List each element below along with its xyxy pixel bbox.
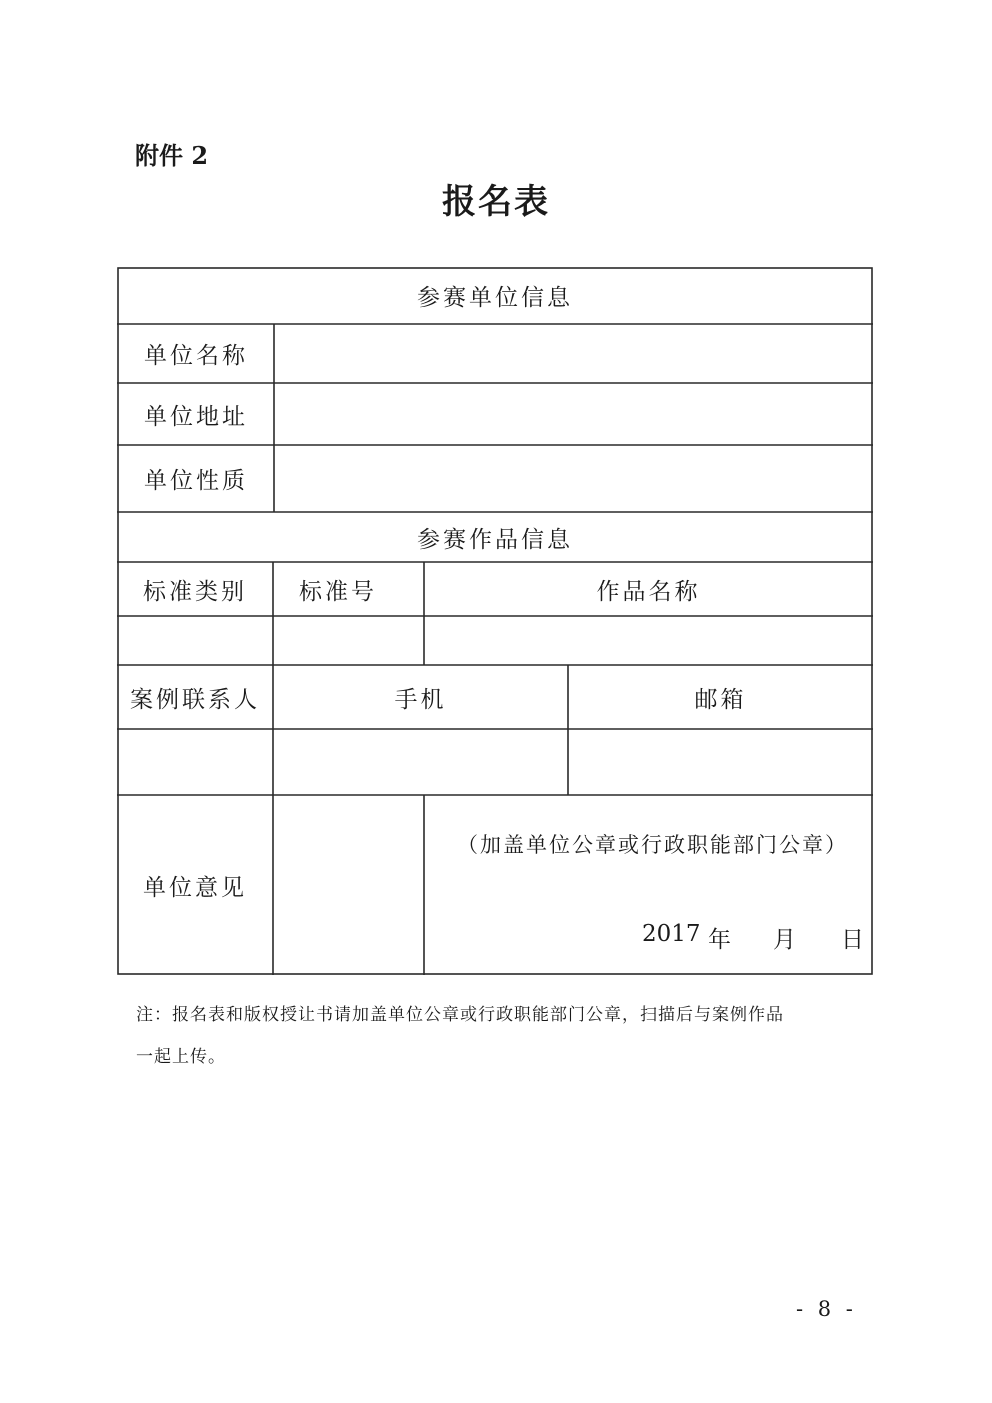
note-line-1: 注：报名表和版权授让书请加盖单位公章或行政职能部门公章，扫描后与案例作品 bbox=[136, 1005, 784, 1025]
form-note bbox=[136, 994, 866, 1078]
date-year-unit: 年 bbox=[708, 927, 731, 953]
unit-address-field[interactable] bbox=[274, 383, 873, 445]
unit-opinion-field[interactable] bbox=[273, 795, 424, 975]
email-label: 邮箱 bbox=[694, 686, 747, 713]
unit-name-label: 单位名称 bbox=[144, 343, 248, 369]
phone-label: 手机 bbox=[394, 686, 447, 713]
unit-opinion-label: 单位意见 bbox=[143, 874, 247, 901]
attachment-label: 附件 2 bbox=[135, 141, 209, 170]
unit-name-field[interactable] bbox=[274, 324, 873, 383]
standard-category-field[interactable] bbox=[117, 616, 273, 665]
seal-instruction: （加盖单位公章或行政职能部门公章） bbox=[457, 833, 848, 857]
standard-category-label: 标准类别 bbox=[143, 578, 247, 605]
page-title: 报名表 bbox=[442, 182, 550, 222]
note-line-2: 一起上传。 bbox=[136, 1047, 226, 1067]
email-field[interactable] bbox=[568, 729, 873, 795]
phone-field[interactable] bbox=[273, 729, 568, 795]
work-name-label: 作品名称 bbox=[596, 578, 701, 605]
unit-address-label: 单位地址 bbox=[144, 403, 248, 430]
unit-nature-label: 单位性质 bbox=[144, 468, 248, 494]
standard-number-field[interactable] bbox=[273, 616, 424, 665]
work-name-field[interactable] bbox=[424, 616, 873, 665]
contact-label: 案例联系人 bbox=[130, 686, 260, 713]
work-section-header: 参赛作品信息 bbox=[417, 526, 573, 553]
unit-section-header: 参赛单位信息 bbox=[417, 285, 573, 311]
date-day-unit: 日 bbox=[841, 927, 864, 953]
date-year: 2017 bbox=[642, 921, 701, 947]
signature-date bbox=[642, 921, 862, 957]
page-number: - 8 - bbox=[796, 1297, 857, 1321]
registration-form bbox=[117, 267, 873, 975]
date-month-unit: 月 bbox=[773, 927, 796, 953]
unit-nature-field[interactable] bbox=[274, 445, 873, 512]
standard-number-label: 标准号 bbox=[299, 578, 377, 605]
contact-field[interactable] bbox=[117, 729, 273, 795]
